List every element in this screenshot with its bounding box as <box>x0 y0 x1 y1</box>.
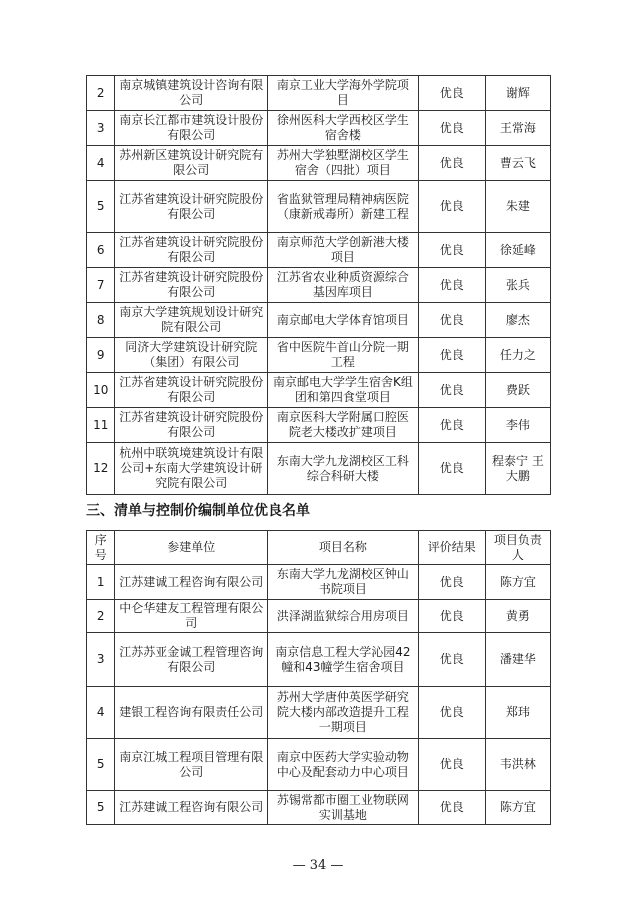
table-row <box>87 633 551 687</box>
unit-name: 江苏建诚工程咨询有限公司 <box>115 791 268 825</box>
evaluation-result: 优良 <box>418 111 485 146</box>
header-unit: 参建单位 <box>115 531 268 565</box>
evaluation-result: 优良 <box>418 565 485 600</box>
evaluation-result: 优良 <box>418 373 485 408</box>
project-leader: 王常海 <box>485 111 550 146</box>
unit-name: 建银工程咨询有限责任公司 <box>115 687 268 739</box>
evaluation-result: 优良 <box>418 303 485 338</box>
page-number: — 34 — <box>292 858 344 873</box>
evaluation-result: 优良 <box>418 633 485 687</box>
evaluation-result: 优良 <box>418 791 485 825</box>
row-number: 12 <box>87 443 115 495</box>
project-leader: 韦洪林 <box>485 739 550 791</box>
row-number: 9 <box>87 338 115 373</box>
table-row <box>87 373 551 408</box>
project-name: 苏州大学唐仲英医学研究院大楼内部改造提升工程一期项目 <box>268 687 419 739</box>
project-leader: 朱建 <box>485 181 550 233</box>
project-name: 南京师范大学创新港大楼项目 <box>268 233 419 268</box>
project-leader: 曹云飞 <box>485 146 550 181</box>
unit-name: 江苏省建筑设计研究院股份有限公司 <box>115 233 268 268</box>
unit-name: 杭州中联筑境建筑设计有限公司+东南大学建筑设计研究院有限公司 <box>115 443 268 495</box>
row-number: 4 <box>87 687 115 739</box>
project-leader: 黄勇 <box>485 600 550 633</box>
evaluation-result: 优良 <box>418 443 485 495</box>
row-number: 2 <box>87 76 115 111</box>
evaluation-result: 优良 <box>418 600 485 633</box>
table-row <box>87 443 551 495</box>
row-number: 5 <box>87 791 115 825</box>
project-leader: 陈方宜 <box>485 565 550 600</box>
table-row <box>87 146 551 181</box>
table-row <box>87 408 551 443</box>
table-row <box>87 181 551 233</box>
project-name: 东南大学九龙湖校区钟山书院项目 <box>268 565 419 600</box>
project-leader: 张兵 <box>485 268 550 303</box>
unit-name: 苏州新区建筑设计研究院有限公司 <box>115 146 268 181</box>
row-number: 5 <box>87 739 115 791</box>
header-result: 评价结果 <box>418 531 485 565</box>
project-leader: 费跃 <box>485 373 550 408</box>
unit-name: 南京江城工程项目管理有限公司 <box>115 739 268 791</box>
evaluation-result: 优良 <box>418 338 485 373</box>
evaluation-result: 优良 <box>418 181 485 233</box>
row-number: 2 <box>87 600 115 633</box>
row-number: 6 <box>87 233 115 268</box>
project-leader: 任力之 <box>485 338 550 373</box>
table-row <box>87 687 551 739</box>
project-leader: 陈方宜 <box>485 791 550 825</box>
project-leader: 徐延峰 <box>485 233 550 268</box>
evaluation-result: 优良 <box>418 76 485 111</box>
evaluation-result: 优良 <box>418 146 485 181</box>
row-number: 3 <box>87 111 115 146</box>
project-name: 南京信息工程大学沁园42幢和43幢学生宿舍项目 <box>268 633 419 687</box>
row-number: 7 <box>87 268 115 303</box>
project-name: 苏锡常都市圈工业物联网实训基地 <box>268 791 419 825</box>
header-leader: 项目负责人 <box>485 531 550 565</box>
row-number: 1 <box>87 565 115 600</box>
evaluation-result: 优良 <box>418 408 485 443</box>
section-title: 三、清单与控制价编制单位优良名单 <box>86 503 310 519</box>
project-name: 南京邮电大学体育馆项目 <box>268 303 419 338</box>
unit-name: 江苏省建筑设计研究院股份有限公司 <box>115 268 268 303</box>
project-leader: 廖杰 <box>485 303 550 338</box>
project-leader: 谢辉 <box>485 76 550 111</box>
unit-name: 江苏苏亚金诚工程管理咨询有限公司 <box>115 633 268 687</box>
project-name: 南京中医药大学实验动物中心及配套动力中心项目 <box>268 739 419 791</box>
project-leader: 潘建华 <box>485 633 550 687</box>
unit-name: 同济大学建筑设计研究院（集团）有限公司 <box>115 338 268 373</box>
unit-name: 江苏建诚工程咨询有限公司 <box>115 565 268 600</box>
evaluation-result: 优良 <box>418 268 485 303</box>
table-row <box>87 739 551 791</box>
project-leader: 程泰宁 王大鹏 <box>485 443 550 495</box>
project-name: 南京医科大学附属口腔医院老大楼改扩建项目 <box>268 408 419 443</box>
project-leader: 李伟 <box>485 408 550 443</box>
row-number: 4 <box>87 146 115 181</box>
project-name: 苏州大学独墅湖校区学生宿舍（四批）项目 <box>268 146 419 181</box>
project-name: 洪泽湖监狱综合用房项目 <box>268 600 419 633</box>
table-row <box>87 303 551 338</box>
row-number: 8 <box>87 303 115 338</box>
project-name: 南京邮电大学学生宿舍K组团和第四食堂项目 <box>268 373 419 408</box>
table-header-row <box>87 531 551 565</box>
evaluation-result: 优良 <box>418 687 485 739</box>
table-row <box>87 268 551 303</box>
unit-name: 南京长江都市建筑设计股份有限公司 <box>115 111 268 146</box>
row-number: 11 <box>87 408 115 443</box>
project-name: 南京工业大学海外学院项目 <box>268 76 419 111</box>
table-row <box>87 791 551 825</box>
table-row <box>87 76 551 111</box>
table-row <box>87 338 551 373</box>
project-name: 徐州医科大学西校区学生宿舍楼 <box>268 111 419 146</box>
unit-name: 南京城镇建筑设计咨询有限公司 <box>115 76 268 111</box>
table-row <box>87 600 551 633</box>
row-number: 3 <box>87 633 115 687</box>
unit-name: 南京大学建筑规划设计研究院有限公司 <box>115 303 268 338</box>
project-name: 省监狱管理局精神病医院（康新戒毒所）新建工程 <box>268 181 419 233</box>
unit-name: 中仑华建友工程管理有限公司 <box>115 600 268 633</box>
unit-name: 江苏省建筑设计研究院股份有限公司 <box>115 181 268 233</box>
evaluation-result: 优良 <box>418 233 485 268</box>
project-name: 省中医院牛首山分院一期工程 <box>268 338 419 373</box>
table-row <box>87 565 551 600</box>
row-number: 10 <box>87 373 115 408</box>
unit-name: 江苏省建筑设计研究院股份有限公司 <box>115 373 268 408</box>
row-number: 5 <box>87 181 115 233</box>
table-row <box>87 111 551 146</box>
header-project: 项目名称 <box>268 531 419 565</box>
project-name: 江苏省农业种质资源综合基因库项目 <box>268 268 419 303</box>
project-leader: 郑玮 <box>485 687 550 739</box>
unit-name: 江苏省建筑设计研究院股份有限公司 <box>115 408 268 443</box>
table-row <box>87 233 551 268</box>
header-number: 序号 <box>87 531 115 565</box>
project-name: 东南大学九龙湖校区工科综合科研大楼 <box>268 443 419 495</box>
design-units-table <box>86 75 551 495</box>
evaluation-result: 优良 <box>418 739 485 791</box>
costing-units-table <box>86 530 551 825</box>
